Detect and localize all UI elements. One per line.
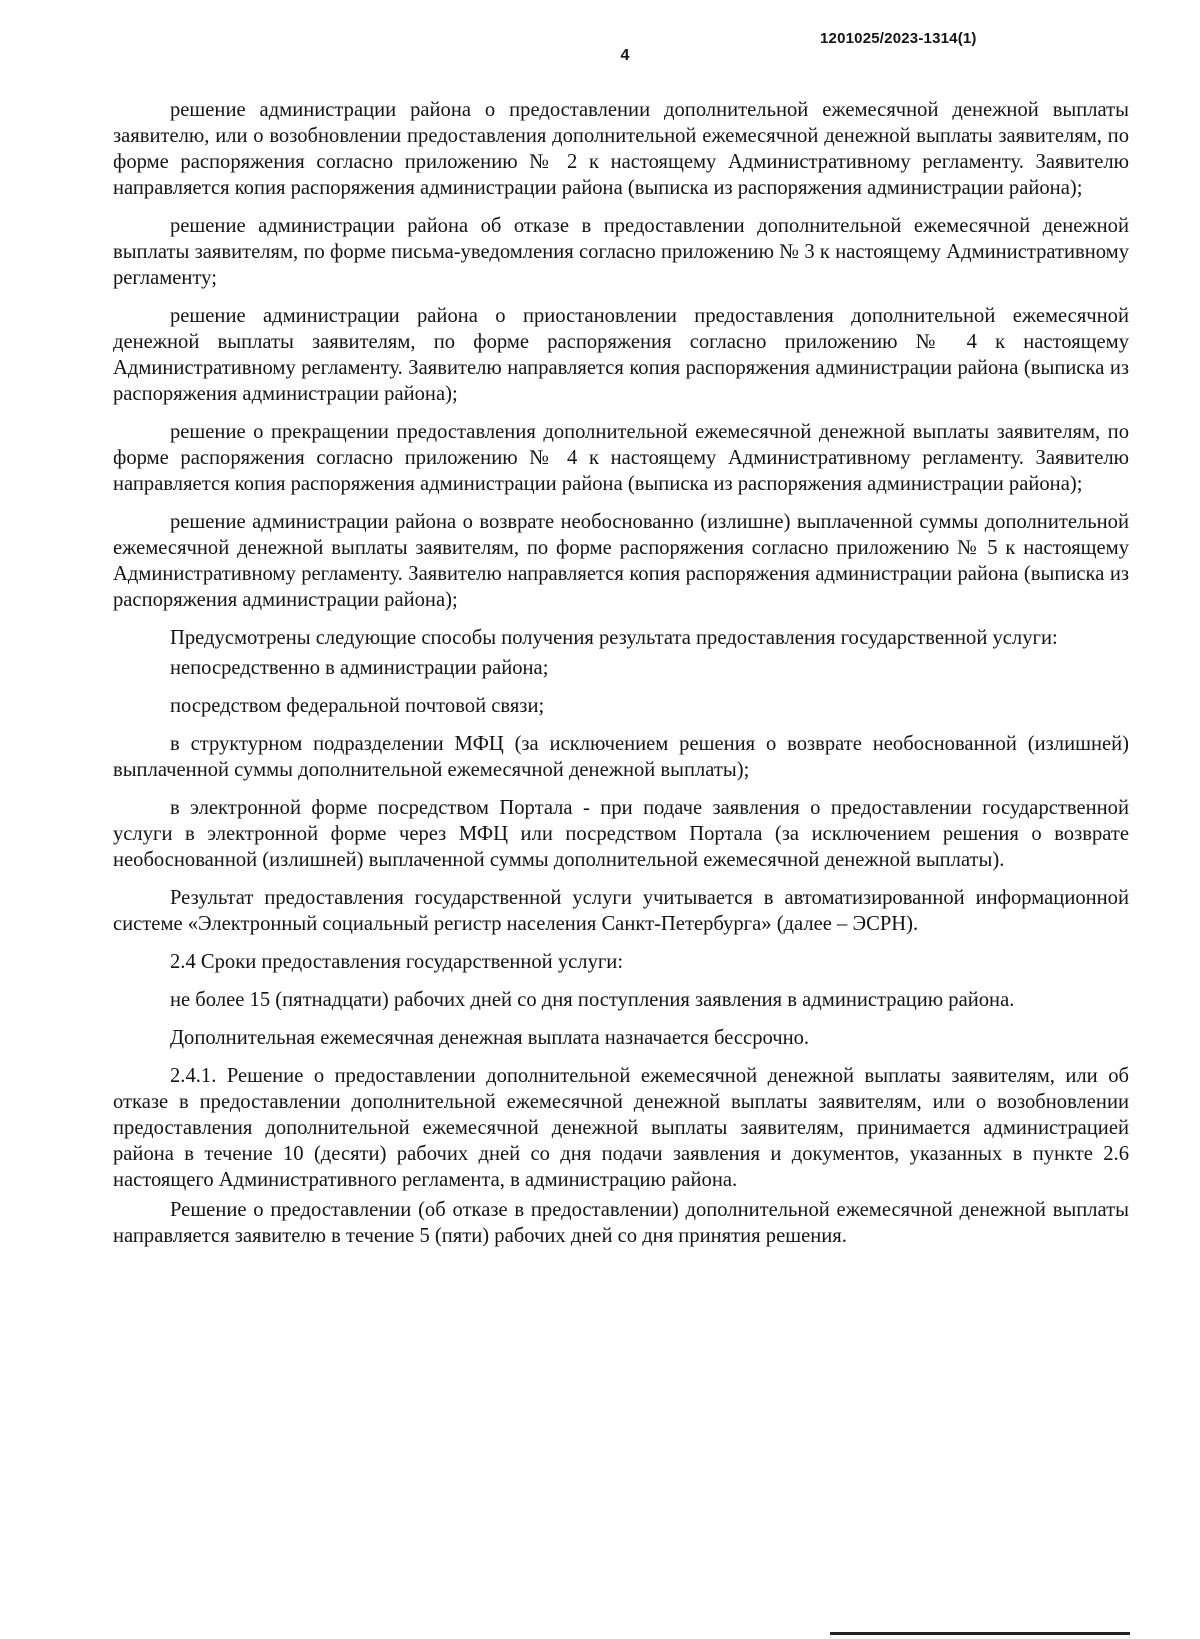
- page-number: 4: [620, 47, 630, 64]
- document-number: 1201025/2023-1314(1): [820, 30, 977, 47]
- bottom-divider: [830, 1632, 1130, 1635]
- paragraph-decision-grant: решение администрации района о предоставлении дополнительной ежемесячной денежной выплаты заявителю, или о возобновлении предоставления дополнительной ежемесячной денежной выплаты заявителям, по форме распоряжения согласно приложению № 2 к настоящему Административному регламенту. Заявителю направляется копия распоряжения администрации района (выписка из распоряжения администрации района);: [113, 99, 1129, 199]
- paragraph-decision-refusal: решение администрации района об отказе в предоставлении дополнительной ежемесячной денежной выплаты заявителям, по форме письма-уведомления согласно приложению № 3 к настоящему Административному регламенту;: [113, 215, 1129, 289]
- list-item-method-mfc: в структурном подразделении МФЦ (за исключением решения о возврате необоснованной (излишней) выплаченной суммы дополнительной ежемесячной денежной выплаты);: [113, 733, 1129, 781]
- paragraph-decision-termination: решение о прекращении предоставления дополнительной ежемесячной денежной выплаты заявителям, по форме распоряжения согласно приложению № 4 к настоящему Административному регламенту. Заявителю направляется копия распоряжения администрации района (выписка из распоряжения администрации района);: [113, 421, 1129, 495]
- list-item-method-admin: непосредственно в администрации района;: [170, 657, 549, 679]
- paragraph-notification: Решение о предоставлении (об отказе в предоставлении) дополнительной ежемесячной денежной выплаты направляется заявителю в течение 5 (пяти) рабочих дней со дня принятия решения.: [113, 1199, 1129, 1247]
- paragraph-indefinite: Дополнительная ежемесячная денежная выплата назначается бессрочно.: [170, 1027, 810, 1049]
- paragraph-esrn: Результат предоставления государственной услуги учитывается в автоматизированной информационной системе «Электронный социальный регистр населения Санкт-Петербурга» (далее – ЭСРН).: [113, 887, 1129, 935]
- list-item-method-portal: в электронной форме посредством Портала - при подаче заявления о предоставлении государственной услуги в электронной форме через МФЦ или посредством Портала (за исключением решения о возврате необоснованной (излишней) выплаченной суммы дополнительной ежемесячной денежной выплаты).: [113, 797, 1129, 871]
- paragraph-2-4-1: 2.4.1. Решение о предоставлении дополнительной ежемесячной денежной выплаты заявителям, или об отказе в предоставлении дополнительной ежемесячной денежной выплаты заявителям, или о возобновлении предоставления дополнительной ежемесячной денежной выплаты заявителям, принимается администрацией района в течение 10 (десяти) рабочих дней со дня подачи заявления и документов, указанных в пункте 2.6 настоящего Административного регламента, в администрацию района.: [113, 1065, 1129, 1191]
- paragraph-decision-suspension: решение администрации района о приостановлении предоставления дополнительной ежемесячной денежной выплаты заявителям, по форме распоряжения согласно приложению № 4 к настоящему Административному регламенту. Заявителю направляется копия распоряжения администрации района (выписка из распоряжения администрации района);: [113, 305, 1129, 405]
- list-item-method-post: посредством федеральной почтовой связи;: [170, 695, 545, 717]
- paragraph-result-methods: Предусмотрены следующие способы получения результата предоставления государственной услуги:: [170, 627, 1058, 649]
- paragraph-term-days: не более 15 (пятнадцати) рабочих дней со дня поступления заявления в администрацию района.: [170, 989, 1015, 1011]
- section-heading-2-4: 2.4 Сроки предоставления государственной услуги:: [170, 951, 624, 973]
- document-body: [113, 97, 1129, 1261]
- paragraph-decision-refund: решение администрации района о возврате необоснованно (излишне) выплаченной суммы дополнительной ежемесячной денежной выплаты заявителям, по форме распоряжения согласно приложению № 5 к настоящему Административному регламенту. Заявителю направляется копия распоряжения администрации района (выписка из распоряжения администрации района);: [113, 511, 1129, 611]
